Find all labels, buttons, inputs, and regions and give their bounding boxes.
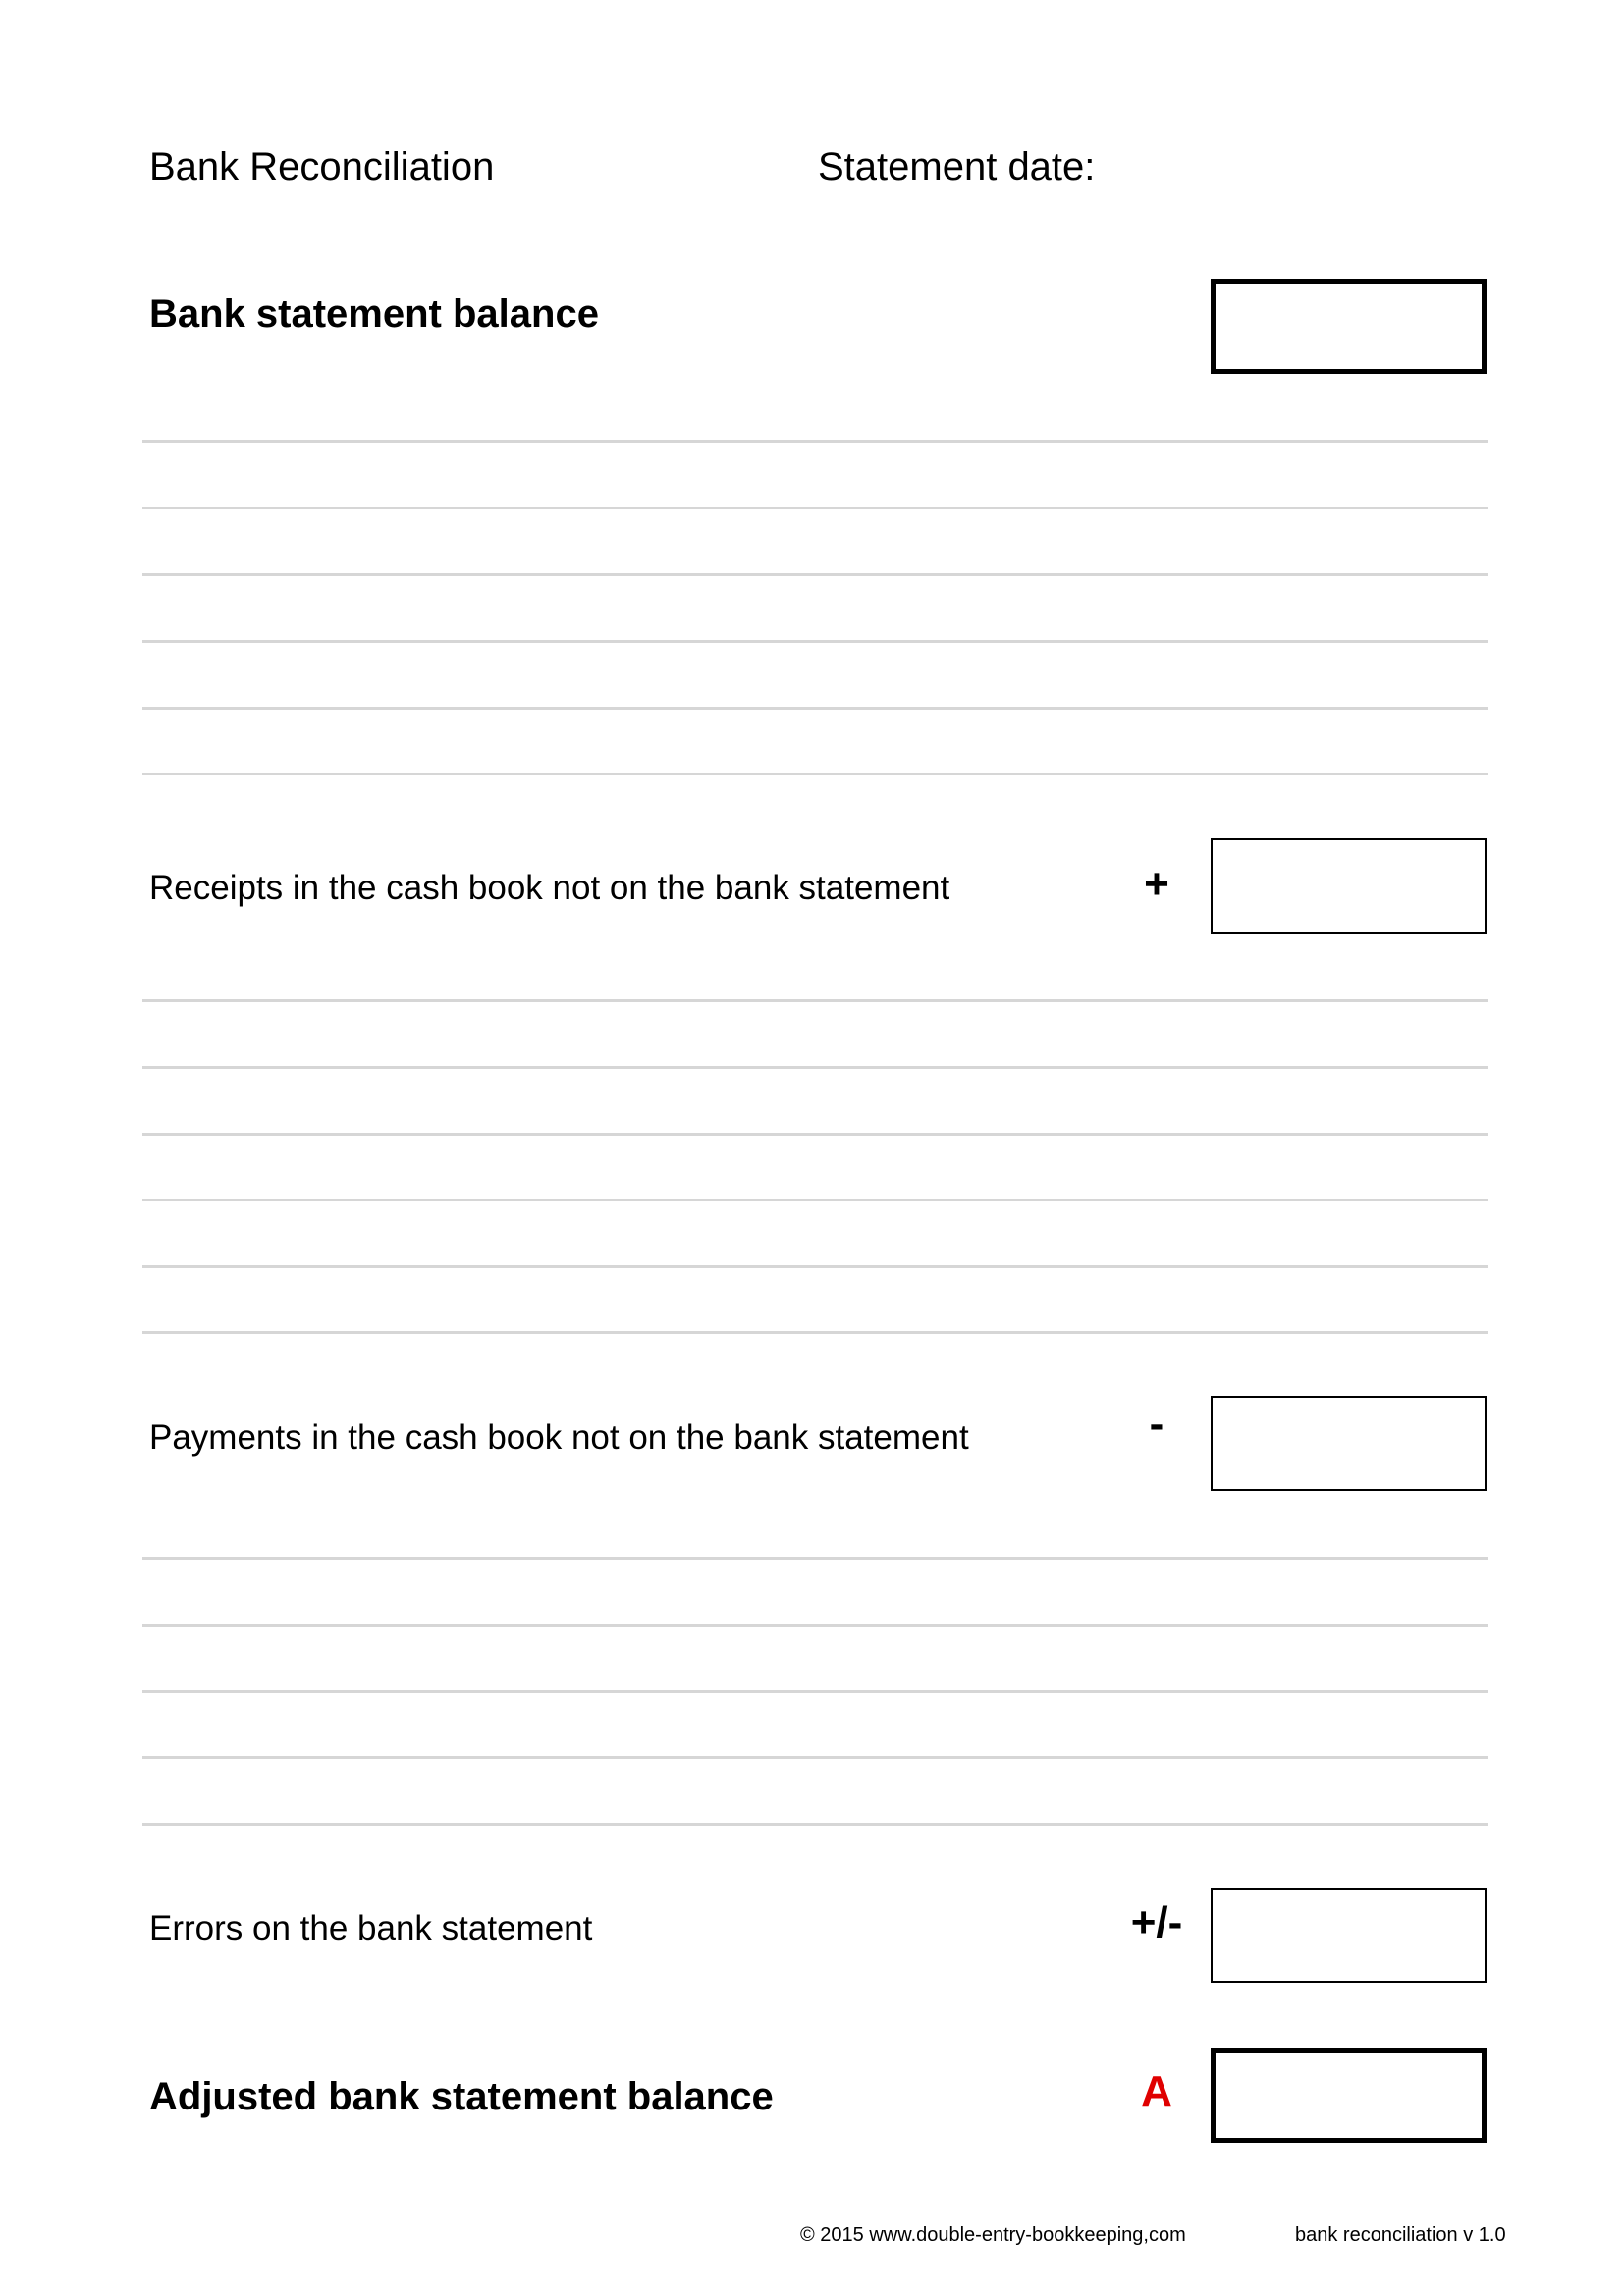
footer-version: bank reconciliation v 1.0 xyxy=(1295,2224,1506,2246)
payments-label: Payments in the cash book not on the bank statement xyxy=(149,1418,969,1457)
entry-line[interactable] xyxy=(142,1199,1488,1201)
entry-line[interactable] xyxy=(142,1331,1488,1334)
entry-line[interactable] xyxy=(142,1690,1488,1693)
entry-line[interactable] xyxy=(142,507,1488,509)
bank-statement-balance-box[interactable] xyxy=(1211,279,1487,374)
document-title: Bank Reconciliation xyxy=(149,145,495,188)
receipts-plus-sign: + xyxy=(1144,860,1169,908)
entry-line[interactable] xyxy=(142,773,1488,775)
payments-box[interactable] xyxy=(1211,1396,1487,1491)
entry-line[interactable] xyxy=(142,640,1488,643)
entry-line[interactable] xyxy=(142,1066,1488,1069)
adjusted-balance-label: Adjusted bank statement balance xyxy=(149,2075,774,2118)
adjusted-balance-a-marker: A xyxy=(1141,2067,1172,2115)
receipts-label: Receipts in the cash book not on the bank statement xyxy=(149,869,950,907)
errors-label: Errors on the bank statement xyxy=(149,1909,593,1948)
entry-line[interactable] xyxy=(142,1756,1488,1759)
entry-line[interactable] xyxy=(142,1624,1488,1627)
entry-line[interactable] xyxy=(142,999,1488,1002)
entry-line[interactable] xyxy=(142,1265,1488,1268)
entry-line[interactable] xyxy=(142,1133,1488,1136)
statement-date-label: Statement date: xyxy=(818,145,1096,188)
entry-line[interactable] xyxy=(142,707,1488,710)
footer-copyright: © 2015 www.double-entry-bookkeeping,com xyxy=(800,2224,1186,2246)
entry-line[interactable] xyxy=(142,1557,1488,1560)
entry-line[interactable] xyxy=(142,1823,1488,1826)
adjusted-balance-box[interactable] xyxy=(1211,2048,1487,2143)
errors-box[interactable] xyxy=(1211,1888,1487,1983)
entry-line[interactable] xyxy=(142,573,1488,576)
errors-plus-minus-sign: +/- xyxy=(1130,1898,1183,1947)
receipts-box[interactable] xyxy=(1211,838,1487,934)
entry-line[interactable] xyxy=(142,440,1488,443)
bank-statement-balance-label: Bank statement balance xyxy=(149,293,599,336)
payments-minus-sign: - xyxy=(1149,1400,1164,1448)
